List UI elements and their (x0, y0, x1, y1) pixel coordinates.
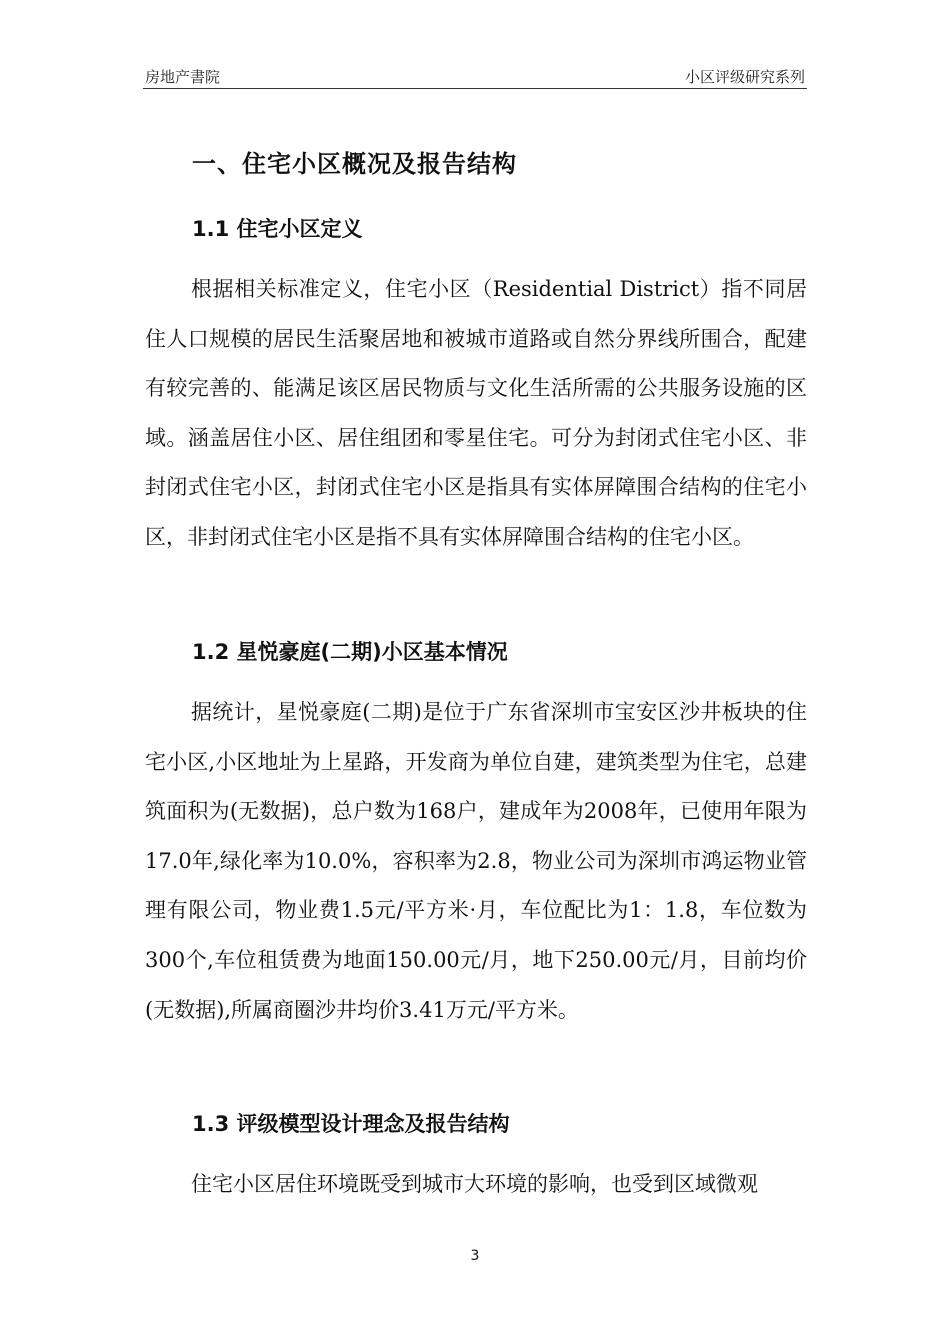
subsection-heading-1-2: 1.2 星悦豪庭(二期)小区基本情况 (192, 640, 508, 664)
page-number: 3 (470, 1248, 480, 1264)
header-divider (143, 88, 807, 89)
header-left-text: 房地产書院 (145, 68, 221, 86)
subsection-heading-1-1: 1.1 住宅小区定义 (192, 217, 363, 241)
section-title: 一、住宅小区概况及报告结构 (192, 150, 517, 178)
header-right-text: 小区评级研究系列 (684, 68, 805, 86)
subsection-heading-1-3: 1.3 评级模型设计理念及报告结构 (192, 1112, 510, 1136)
paragraph-model-design: 住宅小区居住环境既受到城市大环境的影响，也受到区域微观 (191, 1172, 758, 1196)
paragraph-basic-info: 据统计，星悦豪庭(二期)是位于广东省深圳市宝安区沙井板块的住宅小区,小区地址为上星路，开发商为单位自建，建筑类型为住宅，总建筑面积为(无数据)，总户数为168户，建成年为2008年，已使用年限为17.0年,绿化率为10.0%，容积率为2.8，物业公司为深圳市鸿运物业管理有限公司，物业费1.5元/平方米·月，车位配比为1：1.8，车位数为300个,车位租赁费为地面150.00元/月，地下250.00元/月，目前均价(无数据),所属商圈沙井均价3.41万元/平方米。 (145, 700, 807, 1022)
paragraph-definition: 根据相关标准定义，住宅小区（Residential District）指不同居住人口规模的居民生活聚居地和被城市道路或自然分界线所围合，配建有较完善的、能满足该区居民物质与文化生活所需的公共服务设施的区域。涵盖居住小区、居住组团和零星住宅。可分为封闭式住宅小区、非封闭式住宅小区，封闭式住宅小区是指具有实体屏障围合结构的住宅小区，非封闭式住宅小区是指不具有实体屏障围合结构的住宅小区。 (145, 277, 807, 549)
